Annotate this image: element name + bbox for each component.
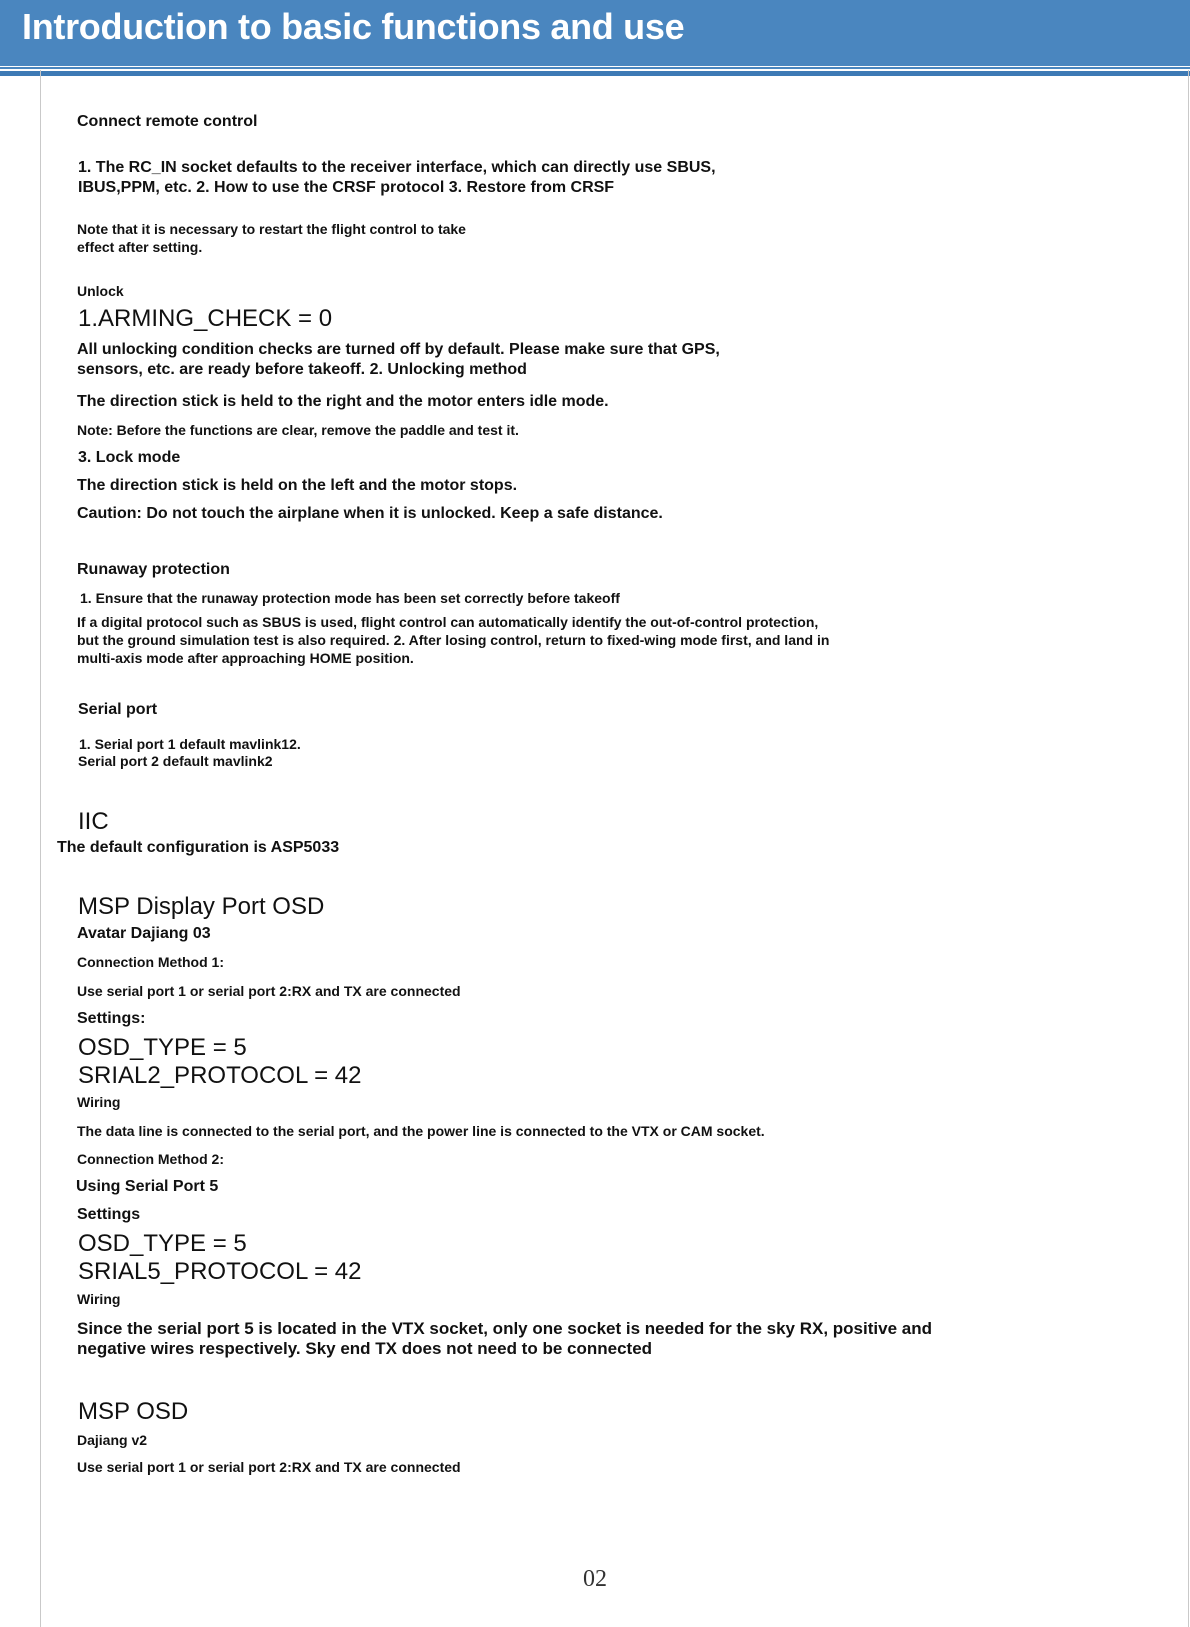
connect-heading: Connect remote control — [77, 113, 258, 130]
arming-check-setting: 1.ARMING_CHECK = 0 — [78, 305, 333, 332]
runaway-text-1: 1. Ensure that the runaway protection mode has been set correctly before takeoff — [80, 590, 620, 606]
wiring1-label: Wiring — [77, 1094, 121, 1110]
lock-mode-heading: 3. Lock mode — [78, 449, 181, 466]
unlock-heading: Unlock — [77, 283, 124, 299]
lock-direction-left: The direction stick is held on the left and the motor stops. — [77, 477, 518, 494]
connection-method-2: Connection Method 2: — [77, 1151, 224, 1167]
msp-displayport-heading: MSP Display Port OSD — [78, 893, 325, 920]
unlock-text-line2: sensors, etc. are ready before takeoff. 2. Unlocking method — [77, 361, 527, 378]
runaway-text-line2: but the ground simulation test is also required. 2. After losing control, return to fixed-wing mode first, and land in — [77, 632, 830, 648]
connection-method-1: Connection Method 1: — [77, 954, 224, 970]
msp-osd-subheading: Dajiang v2 — [77, 1432, 148, 1448]
wiring1-text: The data line is connected to the serial port, and the power line is connected to the VTX or CAM socket. — [77, 1123, 765, 1139]
unlock-note-paddle: Note: Before the functions are clear, remove the paddle and test it. — [77, 422, 519, 438]
serial-heading: Serial port — [78, 701, 158, 718]
unlock-direction-right: The direction stick is held to the right and the motor enters idle mode. — [77, 393, 609, 410]
settings2-label: Settings — [77, 1206, 141, 1223]
wiring2-text-line1: Since the serial port 5 is located in the VTX socket, only one socket is needed for the sky RX, positive and — [77, 1319, 932, 1338]
header-rule-thin — [0, 67, 1190, 69]
settings1-label: Settings: — [77, 1010, 146, 1027]
right-margin-rule — [1188, 70, 1189, 1627]
msp-displayport-subheading: Avatar Dajiang 03 — [77, 925, 211, 942]
unlock-caution: Caution: Do not touch the airplane when it is unlocked. Keep a safe distance. — [77, 505, 663, 522]
left-margin-rule — [40, 70, 41, 1627]
runaway-text-line3: multi-axis mode after approaching HOME position. — [77, 650, 414, 666]
connect-text-line1: 1. The RC_IN socket defaults to the receiver interface, which can directly use SBUS, — [78, 159, 716, 176]
settings2-osd-type: OSD_TYPE = 5 — [78, 1230, 247, 1257]
page-title: Introduction to basic functions and use — [22, 6, 685, 47]
wiring2-text-line2: negative wires respectively. Sky end TX does not need to be connected — [77, 1339, 653, 1358]
serial-line2: Serial port 2 default mavlink2 — [78, 753, 273, 769]
settings2-serial-protocol: SRIAL5_PROTOCOL = 42 — [78, 1258, 362, 1285]
connect-text-line2: IBUS,PPM, etc. 2. How to use the CRSF protocol 3. Restore from CRSF — [78, 179, 615, 196]
serial-line1: 1. Serial port 1 default mavlink12. — [79, 736, 301, 752]
connect-note-line1: Note that it is necessary to restart the flight control to take — [77, 221, 466, 237]
unlock-text-line1: All unlocking condition checks are turned off by default. Please make sure that GPS, — [77, 341, 720, 358]
page-number: 02 — [583, 1566, 607, 1592]
msp-osd-text: Use serial port 1 or serial port 2:RX and TX are connected — [77, 1459, 461, 1475]
iic-heading: IIC — [78, 808, 109, 835]
iic-text: The default configuration is ASP5033 — [57, 839, 340, 856]
settings1-osd-type: OSD_TYPE = 5 — [78, 1034, 247, 1061]
runaway-heading: Runaway protection — [77, 561, 230, 578]
method1-text: Use serial port 1 or serial port 2:RX and TX are connected — [77, 983, 461, 999]
runaway-text-line1: If a digital protocol such as SBUS is used, flight control can automatically identify the out-of-control protection, — [77, 614, 819, 630]
method2-text: Using Serial Port 5 — [76, 1178, 219, 1195]
settings1-serial-protocol: SRIAL2_PROTOCOL = 42 — [78, 1062, 362, 1089]
msp-osd-heading: MSP OSD — [78, 1398, 189, 1425]
header-rule-thick — [0, 71, 1190, 76]
connect-note-line2: effect after setting. — [77, 239, 203, 255]
wiring2-label: Wiring — [77, 1291, 121, 1307]
header-bar — [0, 0, 1190, 66]
